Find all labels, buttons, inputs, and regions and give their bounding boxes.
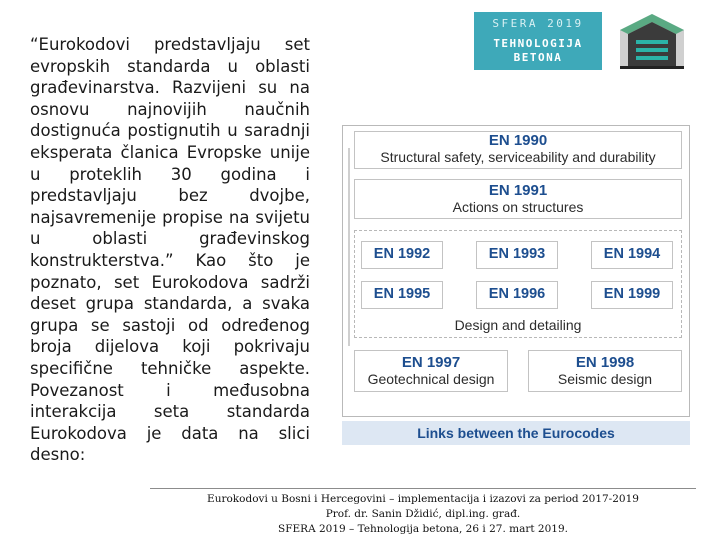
building-logo-icon [616, 10, 688, 70]
en1997-desc: Geotechnical design [367, 371, 495, 387]
en1991-code: EN 1991 [488, 182, 548, 199]
en1996-cell: EN 1996 [476, 281, 558, 309]
design-detailing-group [354, 230, 682, 338]
connector-rail [348, 148, 350, 346]
logo-line-1: SFERA 2019 [492, 17, 584, 30]
en1991-box [354, 179, 682, 219]
logo-line-2: TEHNOLOGIJA [493, 37, 583, 50]
en1998-code: EN 1998 [575, 354, 635, 371]
en1991-desc: Actions on structures [452, 199, 584, 215]
en1993-cell: EN 1993 [476, 241, 558, 269]
footer [150, 492, 696, 537]
footer-line-1: Eurokodovi u Bosni i Hercegovini – implementacija i izazovi za period 2017-2019 [207, 493, 639, 505]
en1997-code: EN 1997 [401, 354, 461, 371]
en1994-cell: EN 1994 [591, 241, 673, 269]
footer-line-2: Prof. dr. Sanin Džidić, dipl.ing. građ. [325, 508, 521, 520]
en1998-box [528, 350, 682, 392]
group-label: Design and detailing [454, 317, 582, 333]
en1995-cell: EN 1995 [361, 281, 443, 309]
diagram-caption: Links between the Eurocodes [342, 421, 690, 445]
footer-line-3: SFERA 2019 – Tehnologija betona, 26 i 27. mart 2019. [278, 523, 568, 535]
en1999-cell: EN 1999 [591, 281, 673, 309]
body-paragraph: “Eurokodovi predstavljaju set evropskih standarda u oblasti građevinarstva. Razvijeni su na osnovu najnovijih naučnih dostignuća postignutih u saradnji eksperata članica Evropske unije u proteklih 30 godina i predstavljaju bez dvojbe, najsavremenije propise na svijetu u oblasti građevinskog konstrukterstva.” Kao što je poznato, set Eurokodova sadrži deset grupa standarda, a svaka grupa se sastoji od određenog broja dijelova koji pokrivaju specifične tehničke aspekte. Povezanost i međusobna interakcija seta standarda Eurokodova je data na slici desno: [30, 35, 310, 465]
en1990-code: EN 1990 [488, 132, 548, 149]
logo-line-3: BETONA [513, 51, 563, 64]
sfera-logo [474, 12, 602, 70]
en1990-desc: Structural safety, serviceability and durability [380, 149, 656, 165]
en1997-box [354, 350, 508, 392]
footer-divider [150, 488, 696, 489]
eurocodes-diagram [342, 125, 690, 417]
en1998-desc: Seismic design [557, 371, 653, 387]
en1992-cell: EN 1992 [361, 241, 443, 269]
en1990-box [354, 131, 682, 169]
